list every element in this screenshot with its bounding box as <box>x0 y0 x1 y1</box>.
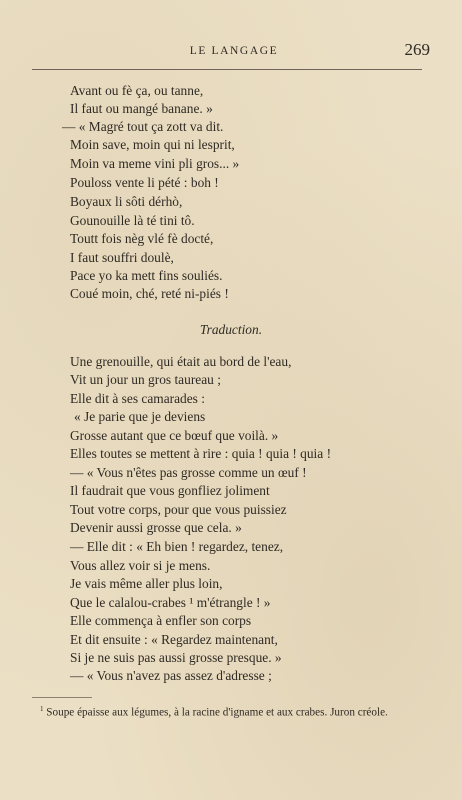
translation-line: Vous allez voir si je mens. <box>70 558 211 573</box>
footnote-text: Soupe épaisse aux légumes, à la racine d'igname et aux crabes. Juron créole. <box>46 706 388 719</box>
poem-line: I faut souffri doulè, <box>70 250 174 265</box>
translation-line: — « Vous n'êtes pas grosse comme un œuf ! <box>70 465 307 480</box>
footnote-marker: 1 <box>40 705 44 713</box>
page-number: 269 <box>404 40 430 59</box>
poem-line: Avant ou fè ça, ou tanne, <box>70 83 204 98</box>
running-head <box>38 42 430 64</box>
header-rule <box>32 69 422 70</box>
running-title: LE LANGAGE <box>189 45 279 57</box>
poem-line: Il faut ou mangé banane. » <box>70 101 213 116</box>
translation-line: Il faudrait que vous gonfliez joliment <box>70 483 270 498</box>
poem-line: Moin va meme vini pli gros... » <box>70 156 240 171</box>
translation-line: Vit un jour un gros taureau ; <box>70 372 221 387</box>
poem-line: Pace yo ka mett fins souliés. <box>70 268 223 283</box>
translation-line: Elle dit à ses camarades : <box>70 391 205 406</box>
poem-line: Pouloss vente li pété : boh ! <box>70 175 219 190</box>
translation-line: Elles toutes se mettent à rire : quia ! quia ! quia ! <box>70 446 332 461</box>
translation-line: Tout votre corps, pour que vous puissiez <box>70 502 287 517</box>
poem-line: Gounouille là té tini tô. <box>70 213 195 228</box>
translation-line: — « Vous n'avez pas assez d'adresse ; <box>70 668 272 683</box>
translation-line: Grosse autant que ce bœuf que voilà. » <box>70 428 279 443</box>
translation-line: Une grenouille, qui était au bord de l'eau, <box>70 354 292 369</box>
translation-line: Et dit ensuite : « Regardez maintenant, <box>70 632 278 647</box>
translation-heading: Traduction. <box>199 322 263 337</box>
translation-line: « Je parie que je deviens <box>74 409 206 424</box>
translation-line: Elle commença à enfler son corps <box>70 613 252 628</box>
poem-line: Boyaux li sôti dérhò, <box>70 194 183 209</box>
translation-line: Si je ne suis pas aussi grosse presque. » <box>70 650 282 665</box>
translation-line: — Elle dit : « Eh bien ! regardez, tenez, <box>70 539 284 554</box>
footnote <box>30 702 430 721</box>
poem-line: Coué moin, ché, reté ni-piés ! <box>70 286 229 301</box>
poem-line: Toutt fois nèg vlé fè docté, <box>70 231 214 246</box>
poem-line: — « Magré tout ça zott va dit. <box>62 119 224 134</box>
translation-line: Devenir aussi grosse que cela. » <box>70 520 242 535</box>
footnote-rule <box>32 697 92 698</box>
poem-line: Moin save, moin qui ni lesprit, <box>70 137 235 152</box>
translation-line: Que le calalou-crabes ¹ m'étrangle ! » <box>70 595 271 610</box>
translation-line: Je vais même aller plus loin, <box>70 576 223 591</box>
